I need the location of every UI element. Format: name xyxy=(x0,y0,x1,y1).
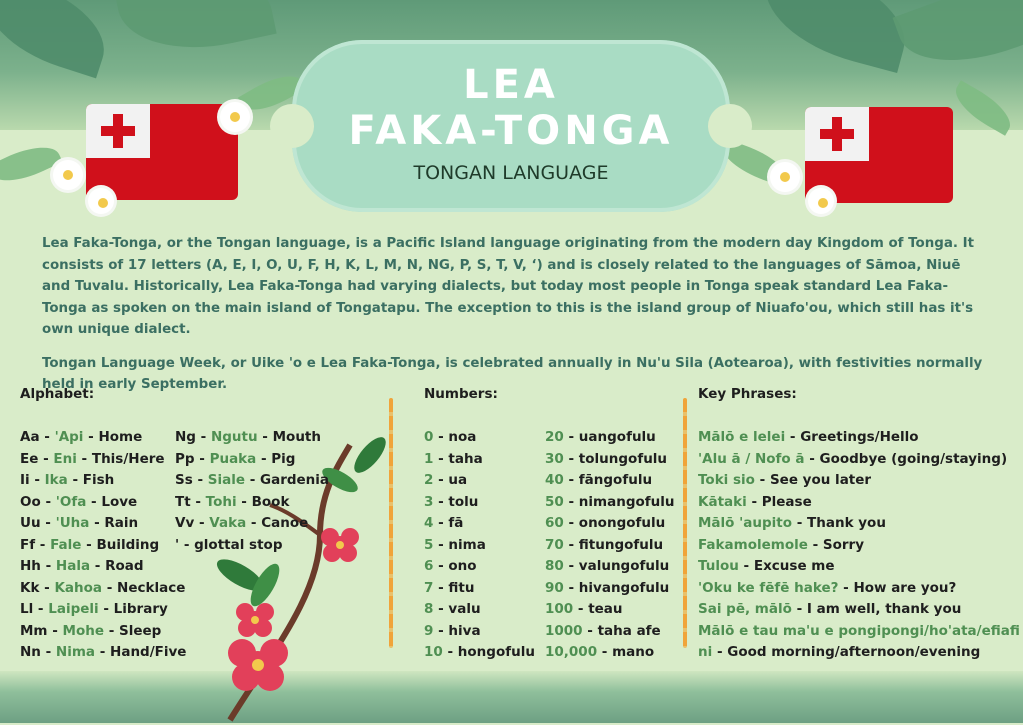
list-item: Ss - Siale - Gardenia xyxy=(175,472,330,488)
list-item: Ii - Ika - Fish xyxy=(20,472,115,488)
list-item: Tulou - Excuse me xyxy=(698,558,835,574)
list-item: 90 - hivangofulu xyxy=(545,579,670,596)
list-item: Kk - Kahoa - Necklace xyxy=(20,579,186,596)
list-item: Oo - 'Ofa - Love xyxy=(20,493,138,510)
pink-flower-icon xyxy=(236,603,274,637)
list-item: 60 - onongofulu xyxy=(545,515,666,531)
numbers-list-2 xyxy=(545,427,675,664)
list-item: 0 - noa xyxy=(424,429,477,445)
intro-paragraph-2: Tongan Language Week, or Uike 'o e Lea Faka-Tonga, is celebrated annually in Nu'u Sila (Aotearoa), with festivities normally held in early September. xyxy=(42,355,983,392)
numbers-heading: Numbers: xyxy=(424,386,498,402)
list-item: 'Alu ā / Nofo ā - Goodbye (going/staying) xyxy=(698,450,1008,467)
list-item: 100 - teau xyxy=(545,601,623,617)
list-item: 20 - uangofulu xyxy=(545,429,656,445)
list-item: 80 - valungofulu xyxy=(545,558,670,574)
frangipani-flower-icon xyxy=(88,188,114,214)
flag-canton xyxy=(86,104,150,158)
list-item: Pp - Puaka - Pig xyxy=(175,450,296,467)
list-item: Mālō e lelei - Greetings/Hello xyxy=(698,429,919,445)
leaf-icon xyxy=(349,432,391,477)
bottom-foliage-band xyxy=(0,671,1023,723)
list-item: ' - glottal stop xyxy=(175,536,283,553)
intro-paragraph-1: Lea Faka-Tonga, or the Tongan language, is a Pacific Island language originating from the modern day Kingdom of Tonga. It consists of 17 letters (A, E, I, O, U, F, H, K, L, M, N, NG, P, S, T, V, ‘) and is closely related to the languages of Sāmoa, Niuē and Tuvalu. Historically, Lea Faka-Tonga had varying dialects, but today most people in Tonga speak standard Lea Faka-Tonga as spoken on the main island of Tongatapu. The exception to this is the island group of Niuafo'ou, which still has it's own unique dialect. xyxy=(42,236,974,337)
frangipani-flower-icon xyxy=(53,160,83,190)
list-item: Sai pē, mālō - I am well, thank you xyxy=(698,601,962,617)
list-item: Hh - Hala - Road xyxy=(20,558,144,574)
list-item: Ng - Ngutu - Mouth xyxy=(175,429,321,445)
flag-canton xyxy=(805,107,869,161)
list-item: 50 - nimangofulu xyxy=(545,493,675,510)
subtitle: TONGAN LANGUAGE xyxy=(413,162,609,184)
list-item: 30 - tolungofulu xyxy=(545,450,668,467)
phrases-heading: Key Phrases: xyxy=(698,386,797,402)
list-item: Vv - Vaka - Canoe xyxy=(175,515,309,531)
title-line-1: LEA xyxy=(463,62,559,108)
list-item: Fakamolemole - Sorry xyxy=(698,536,865,553)
list-item: Mālō e tau ma'u e pongipongi/ho'ata/efiafi xyxy=(698,622,1020,639)
list-item: Tt - Tohi - Book xyxy=(175,493,290,510)
list-item: Uu - 'Uha - Rain xyxy=(20,515,139,531)
list-item: Kātaki - Please xyxy=(698,493,812,510)
list-item: 7 - fitu xyxy=(424,579,475,596)
list-item: Aa - 'Api - Home xyxy=(20,429,143,445)
leaf-decoration xyxy=(0,137,63,192)
divider-right xyxy=(683,398,687,648)
list-item: 9 - hiva xyxy=(424,622,481,639)
alphabet-list-1 xyxy=(20,427,186,664)
list-item: Toki sio - See you later xyxy=(698,472,872,488)
list-item: ni - Good morning/afternoon/evening xyxy=(698,644,981,660)
list-item: 10 - hongofulu xyxy=(424,644,535,660)
alphabet-heading: Alphabet: xyxy=(20,386,95,402)
intro-text xyxy=(42,233,984,408)
list-item: 70 - fitungofulu xyxy=(545,536,664,553)
list-item: Ll - Laipeli - Library xyxy=(20,601,168,617)
phrases-list xyxy=(698,427,1020,664)
list-item: 10,000 - mano xyxy=(545,644,655,660)
list-item: 6 - ono xyxy=(424,558,477,574)
list-item: 4 - fā xyxy=(424,515,464,531)
list-item: 40 - fāngofulu xyxy=(545,472,653,488)
list-item: Ff - Fale - Building xyxy=(20,536,160,553)
alphabet-list-2 xyxy=(175,427,329,556)
list-item: 3 - tolu xyxy=(424,493,479,510)
frangipani-flower-icon xyxy=(220,102,250,132)
list-item: Ee - Eni - This/Here xyxy=(20,450,165,467)
list-item: 5 - nima xyxy=(424,536,486,553)
list-item: 1000 - taha afe xyxy=(545,622,661,639)
numbers-list-1 xyxy=(424,427,535,664)
list-item: 1 - taha xyxy=(424,450,483,467)
tonga-flag-left xyxy=(86,104,238,200)
list-item: 8 - valu xyxy=(424,601,481,617)
frangipani-flower-icon xyxy=(770,162,800,192)
frangipani-flower-icon xyxy=(808,188,834,214)
list-item: 2 - ua xyxy=(424,472,468,488)
title-line-2: FAKA-TONGA xyxy=(348,108,674,154)
list-item: Mālō 'aupito - Thank you xyxy=(698,515,886,531)
pink-flower-icon xyxy=(228,639,288,691)
list-item: Mm - Mohe - Sleep xyxy=(20,622,162,639)
list-item: Nn - Nima - Hand/Five xyxy=(20,644,187,660)
list-item: 'Oku ke fēfē hake? - How are you? xyxy=(698,579,957,596)
